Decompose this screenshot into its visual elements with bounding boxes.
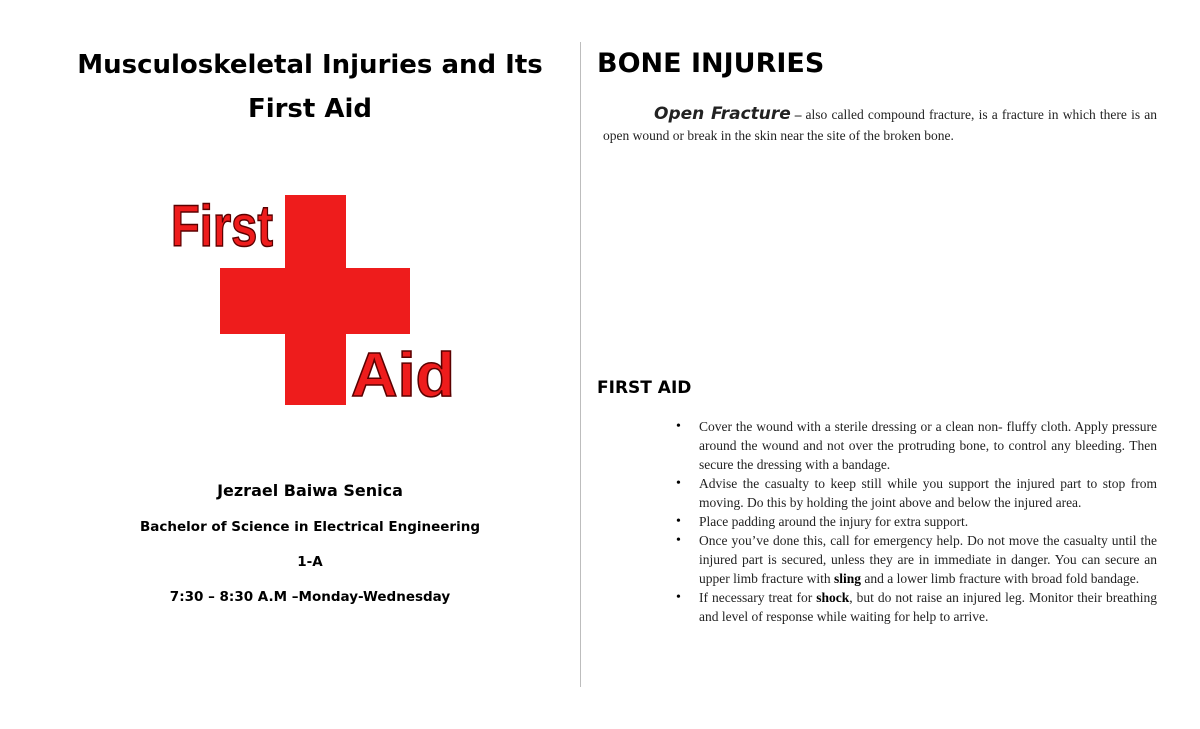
step-text-cont: , but do not raise an injured leg. Monitor their breathing and level of response while waiting for help to arrive.: [699, 590, 1157, 624]
definition-text: also called compound fracture, is a fracture in which there is an open wound or break in the skin near the site of the broken bone.: [603, 107, 1157, 143]
open-fracture-definition: [603, 104, 1157, 146]
list-item: [676, 474, 1157, 512]
column-divider: [580, 42, 581, 687]
author-name: Jezrael Baiwa Senica: [217, 481, 403, 500]
definition-dash: –: [794, 107, 802, 122]
list-item: [676, 531, 1157, 588]
list-item: [676, 512, 1157, 531]
step-text: Place padding around the injury for extra support.: [699, 514, 969, 529]
logo-word-aid: Aid: [351, 341, 455, 410]
title-line-2: First Aid: [247, 94, 373, 124]
degree-program: Bachelor of Science in Electrical Engineering: [140, 519, 480, 535]
step-text: Advise the casualty to keep still while you support the injured part to stop from moving. Do this by holding the joint above and below the injured area.: [699, 476, 1157, 510]
class-schedule: 7:30 – 8:30 A.M –Monday-Wednesday: [169, 589, 451, 605]
step-emphasis: shock: [816, 590, 850, 605]
section-label: 1-A: [297, 554, 323, 570]
step-emphasis: sling: [833, 571, 861, 586]
title-line-1: Musculoskeletal Injuries and Its: [77, 50, 543, 80]
first-aid-steps-list: [676, 417, 1157, 626]
red-cross-bar: [220, 268, 410, 334]
first-aid-logo: [165, 190, 465, 410]
first-aid-heading: FIRST AID: [597, 378, 692, 398]
document-title: [40, 43, 580, 131]
step-text: Once you’ve done this, call for emergency help. Do not move the casualty until the injured part is secured, unless they are in immediate in danger. You can secure an upper limb fracture with: [699, 533, 1157, 586]
step-text: If necessary treat for: [699, 590, 817, 605]
step-text-cont: and a lower limb fracture with broad fold bandage.: [860, 571, 1140, 586]
step-text: Cover the wound with a sterile dressing or a clean non- fluffy cloth. Apply pressure around the wound and not over the protruding bone, to control any bleeding. Then secure the dressing with a bandage.: [699, 419, 1157, 472]
logo-word-first: First: [171, 194, 273, 259]
section-heading-bone-injuries: BONE INJURIES: [597, 48, 825, 79]
definition-term: Open Fracture: [654, 104, 791, 124]
list-item: [676, 417, 1157, 474]
list-item: [676, 588, 1157, 626]
